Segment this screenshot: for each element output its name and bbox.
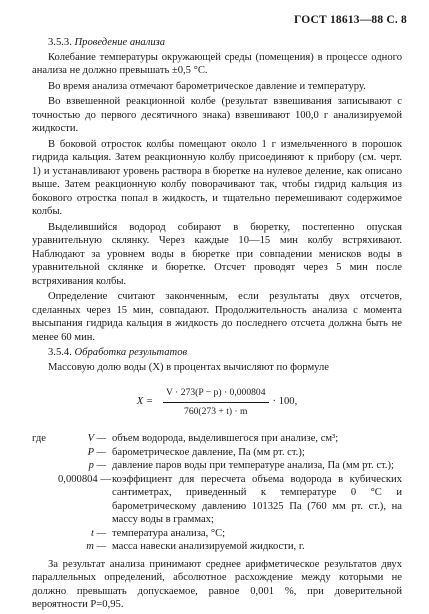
definition-symbol: m — (86, 541, 106, 552)
definition-text: температура анализа, °С; (112, 527, 226, 539)
paragraph: Массовую долю воды (X) в процентах вычисляют по формуле (48, 361, 329, 373)
paragraph: Выделившийся водород собирают в бюретку, постепенно опуская уравнительную склянку. Через каждые 10—15 мин колбу встряхивают. Наблюдают за уровнем воды в бюретке при совпадении менисков воды в уравнительной склянке и бюретке. Отсчет проводят через 5 мин после встряхивания колбы. (32, 221, 402, 287)
definition-symbol: P — (87, 446, 106, 458)
definition-symbol: p — (88, 460, 106, 471)
definition-text: барометрическое давление, Па (мм рт. ст.); (112, 446, 305, 458)
section-heading-3-5-3 (32, 36, 402, 50)
paragraph: Колебание температуры окружающей среды (помещения) в процессе одного анализа не должно превышать ±0,5 °С. (32, 51, 402, 76)
section-number: 3.5.4. (48, 347, 72, 358)
formula-denominator: 760(273 + t) · m (184, 405, 248, 417)
section-heading-3-5-4 (32, 346, 402, 360)
section-title: Проведение анализа (74, 37, 166, 48)
definition-row (32, 527, 402, 541)
paragraph: За результат анализа принимают среднее арифметическое результатов двух параллельных определений, абсолютное расхождение между которыми не должно превышать допускаемое, равное 0,001 %, при доверительной вероятности P=0,95. (32, 558, 402, 610)
definition-text: объем водорода, выделившегося при анализе, см³; (112, 433, 339, 444)
paragraph: Во время анализа отмечают барометрическое давление и температуру. (48, 80, 366, 92)
section-number: 3.5.3. (48, 37, 72, 48)
definitions-lead: где (32, 433, 46, 444)
document-body (32, 36, 402, 614)
section-title: Обработка результатов (74, 347, 188, 358)
definition-symbol: V — (87, 433, 106, 444)
definition-text: давление паров воды при температуре анализа, Па (мм рт. ст.); (112, 460, 395, 471)
formula-lhs: X = (136, 396, 154, 408)
paragraph: Определение считают законченным, если результаты двух отсчетов, сделанных через 15 мин, совпадают. Продолжительность анализа с момента высыпания гидрида кальция в жидкость до последнего отсчета должна быть не менее 60 мин. (32, 291, 402, 343)
formula-suffix: · 100, (272, 396, 298, 408)
definition-row (32, 446, 402, 460)
formula-numerator: V · 273(P − p) · 0,000804 (163, 386, 268, 403)
definition-row (32, 432, 402, 446)
water-fraction-formula (32, 386, 402, 418)
paragraph: Во взвешенной реакционной колбе (результат взвешивания записывают с точностью до первого десятичного знака) взвешивают 100,0 г анализируемой жидкости. (32, 96, 402, 134)
paragraph: В боковой отросток колбы помещают около 1 г измельченного в порошок гидрида кальция. Затем реакционную колбу присоединяют к прибору (см. черт. 1) и устанавливают уровень раствора в бюретке на нулевое деление, как описано выше. Затем реакционную колбу поворачивают так, чтобы гидрид кальция из бокового отростка попал в жидкость, и тщательно перемешивают содержимое колбы. (32, 138, 402, 217)
definition-row (32, 473, 402, 527)
formula-fraction (163, 386, 268, 418)
definition-text: коэффициент для пересчета объема водорода в кубических сантиметрах, приведенный к температуре 0 °С и барометрическому давлению 101325 Па (760 мм рт. ст.), на массу воды в граммах; (112, 473, 402, 525)
definition-row (32, 540, 402, 554)
page-header: ГОСТ 18613—88 С. 8 (294, 14, 407, 26)
definition-symbol: 0,000804 — (58, 473, 111, 485)
definition-text: масса навески анализируемой жидкости, г. (112, 541, 305, 552)
symbol-definitions (32, 432, 402, 554)
definition-symbol: t — (90, 527, 106, 539)
definition-row (32, 459, 402, 473)
